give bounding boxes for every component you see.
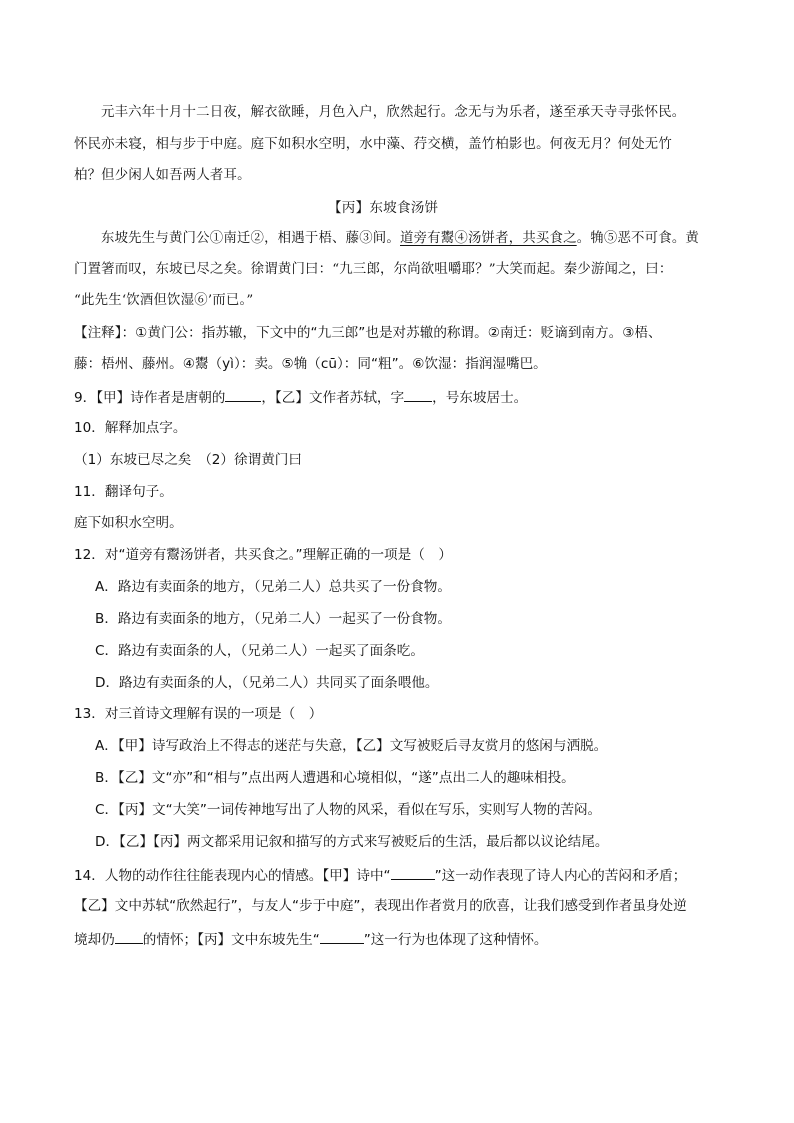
- passage-yi-line-2: 怀民亦未寝，相与步于中庭。庭下如积水空明，水中藻、荇交横，盖竹柏影也。何夜无月？何处无竹: [74, 137, 672, 152]
- passage-bing-line-1-a: 东坡先生与黄门公①南迁②，相遇于梧、藤③间。: [101, 231, 400, 246]
- q9-blank-1[interactable]: [225, 387, 261, 402]
- question-14-line-1: [74, 865, 686, 885]
- passage-bing-title: 【丙】东坡食汤饼: [328, 200, 439, 216]
- q12-option-a[interactable]: A．路边有卖面条的地方，（兄弟二人）总共买了一份食物。: [95, 579, 451, 595]
- q9-blank-2[interactable]: [404, 387, 432, 402]
- question-12-stem: 12．对“道旁有鬻汤饼者，共买食之。”理解正确的一项是（ ）: [74, 547, 453, 563]
- passage-yi-line-1: 元丰六年十月十二日夜，解衣欲睡，月色入户，欣然起行。念无与为乐者，遂至承天寺寻张怀民。: [101, 105, 686, 120]
- q13-option-b[interactable]: B．【乙】文“亦”和“相与”点出两人遭遇和心境相似，“遂”点出二人的趣味相投。: [95, 770, 575, 786]
- q14-blank-2[interactable]: [115, 929, 143, 944]
- notes-line-1: 【注释】：①黄门公：指苏辙，下文中的“九三郎”也是对苏辙的称谓。②南迁：贬谪到南方。③梧、: [74, 325, 662, 341]
- q9-text-c: ，号东坡居士。: [432, 390, 528, 406]
- q14-text-c: 境却仍: [74, 932, 115, 948]
- question-14-line-3: [74, 929, 548, 949]
- q12-option-c[interactable]: C．路边有卖面条的人，（兄弟二人）一起买了面条吃。: [95, 643, 424, 659]
- q12-option-d[interactable]: D．路边有卖面条的人，（兄弟二人）共同买了面条喂他。: [95, 675, 439, 691]
- q14-text-b: ”这一动作表现了诗人内心的苦闷和矛盾；: [434, 868, 687, 884]
- q14-text-a: 14．人物的动作往往能表现内心的情感。【甲】诗中“: [74, 868, 391, 884]
- q14-blank-3[interactable]: [320, 929, 364, 944]
- question-10-stem: 10．解释加点字。: [74, 420, 187, 436]
- passage-yi-line-3: 柏？但少闲人如吾两人者耳。: [74, 168, 251, 183]
- question-13-stem: 13．对三首诗文理解有误的一项是（ ）: [74, 706, 323, 722]
- underlined-sentence: 道旁有鬻④汤饼者，共买食之: [400, 231, 577, 246]
- question-9: [74, 387, 527, 407]
- q14-blank-1[interactable]: [391, 865, 435, 880]
- q12-option-b[interactable]: B．路边有卖面条的地方，（兄弟二人）一起买了一份食物。: [95, 611, 451, 627]
- q9-text-a: 9．【甲】诗作者是唐朝的: [74, 390, 226, 406]
- q13-option-a[interactable]: A．【甲】诗写政治上不得志的迷茫与失意，【乙】文写被贬后寻友赏月的悠闲与洒脱。: [95, 738, 608, 754]
- q14-text-e: ”这一行为也体现了这种情怀。: [363, 932, 548, 948]
- notes-line-2: 藤：梧州、藤州。④鬻（yì）：卖。⑤觕（cū）：同“粗”。⑥饮湿：指润湿嘴巴。: [74, 356, 547, 372]
- passage-bing-line-1-c: 。觕⑤恶不可食。黄: [576, 231, 700, 246]
- question-11-sentence: 庭下如积水空明。: [74, 515, 183, 531]
- q13-option-d[interactable]: D．【乙】【丙】两文都采用记叙和描写的方式来写被贬后的生活，最后都以议论结尾。: [95, 834, 609, 850]
- question-14-line-2: 【乙】文中苏轼“欣然起行”，与友人“步于中庭”，表现出作者赏月的欣喜，让我们感受到作者虽身处逆: [74, 898, 687, 914]
- passage-bing-line-2: 门置箸而叹，东坡已尽之矣。徐谓黄门曰：“九三郎，尔尚欲咀嚼耶？”大笑而起。秦少游闻之，曰：: [74, 262, 673, 277]
- question-10-items: （1）东坡已尽之矣 （2）徐谓黄门曰: [74, 452, 302, 468]
- q14-text-d: 的情怀；【丙】文中东坡先生“: [142, 932, 320, 948]
- question-11-stem: 11．翻译句子。: [74, 484, 173, 500]
- q9-text-b: ，【乙】文作者苏轼，字: [261, 390, 405, 406]
- passage-bing-line-3: “此先生‘饮酒但饮湿⑥’而已。”: [74, 293, 254, 308]
- q13-option-c[interactable]: C．【丙】文“大笑”一词传神地写出了人物的风采，看似在写乐，实则写人物的苦闷。: [95, 802, 602, 818]
- passage-bing-line-1: [101, 230, 699, 248]
